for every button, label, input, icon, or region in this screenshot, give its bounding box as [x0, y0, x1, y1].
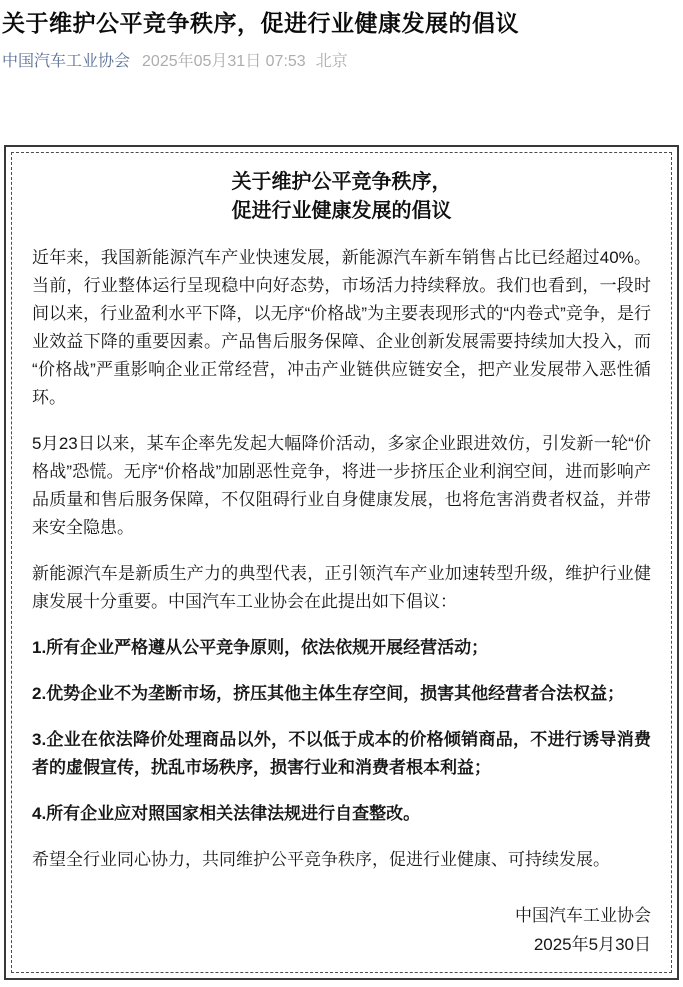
byline-location: 北京	[315, 53, 348, 70]
document-title-line2: 促进行业健康发展的倡议	[231, 200, 452, 222]
signature-org: 中国汽车工业协会	[515, 906, 651, 925]
proposal-item-3: 3.企业在依法降价处理商品以外，不以低于成本的价格倾销商品，不进行诱导消费者的虚假宣传，扰乱市场秩序，损害行业和消费者根本利益；	[32, 730, 651, 777]
paragraph-1: 近年来，我国新能源汽车产业快速发展，新能源汽车新车销售占比已经超过40%。当前，行业整体运行呈现稳中向好态势，市场活力持续释放。我们也看到，一段时间以来，行业盈利水平下降，以无序“价格战”为主要表现形式的“内卷式”竞争，是行业效益下降的重要因素。产品售后服务保障、企业创新发展需要持续加大投入，而“价格战”严重影响企业正常经营，冲击产业链供应链安全，把产业发展带入恶性循环。	[32, 248, 651, 407]
byline	[2, 52, 681, 72]
document-dashed-frame	[11, 152, 672, 973]
byline-datetime: 2025年05月31日 07:53	[142, 53, 306, 70]
paragraph-2: 5月23日以来，某车企率先发起大幅降价活动，多家企业跟进效仿，引发新一轮“价格战”恐慌。无序“价格战”加剧恶性竞争，将进一步挤压企业利润空间，进而影响产品质量和售后服务保障，不仅阻碍行业自身健康发展，也将危害消费者权益，并带来安全隐患。	[32, 434, 651, 537]
proposal-item-4: 4.所有企业应对照国家相关法律法规进行自查整改。	[32, 804, 421, 823]
document-title-line1: 关于维护公平竞争秩序，	[231, 171, 452, 193]
document-title	[32, 168, 651, 226]
proposal-item-2: 2.优势企业不为垄断市场，挤压其他主体生存空间，损害其他经营者合法权益；	[32, 684, 625, 703]
closing-paragraph: 希望全行业同心协力，共同维护公平竞争秩序，促进行业健康、可持续发展。	[32, 850, 610, 869]
byline-author-link[interactable]: 中国汽车工业协会	[2, 53, 131, 70]
signature-block	[32, 901, 651, 959]
document-box	[4, 145, 679, 980]
signature-date: 2025年5月30日	[533, 935, 651, 954]
paragraph-3: 新能源汽车是新质生产力的典型代表，正引领汽车产业加速转型升级，维护行业健康发展十分重要。中国汽车工业协会在此提出如下倡议：	[32, 564, 651, 611]
page-title: 关于维护公平竞争秩序，促进行业健康发展的倡议	[2, 10, 519, 36]
proposal-item-1: 1.所有企业严格遵从公平竞争原则，依法依规开展经营活动；	[32, 638, 489, 657]
